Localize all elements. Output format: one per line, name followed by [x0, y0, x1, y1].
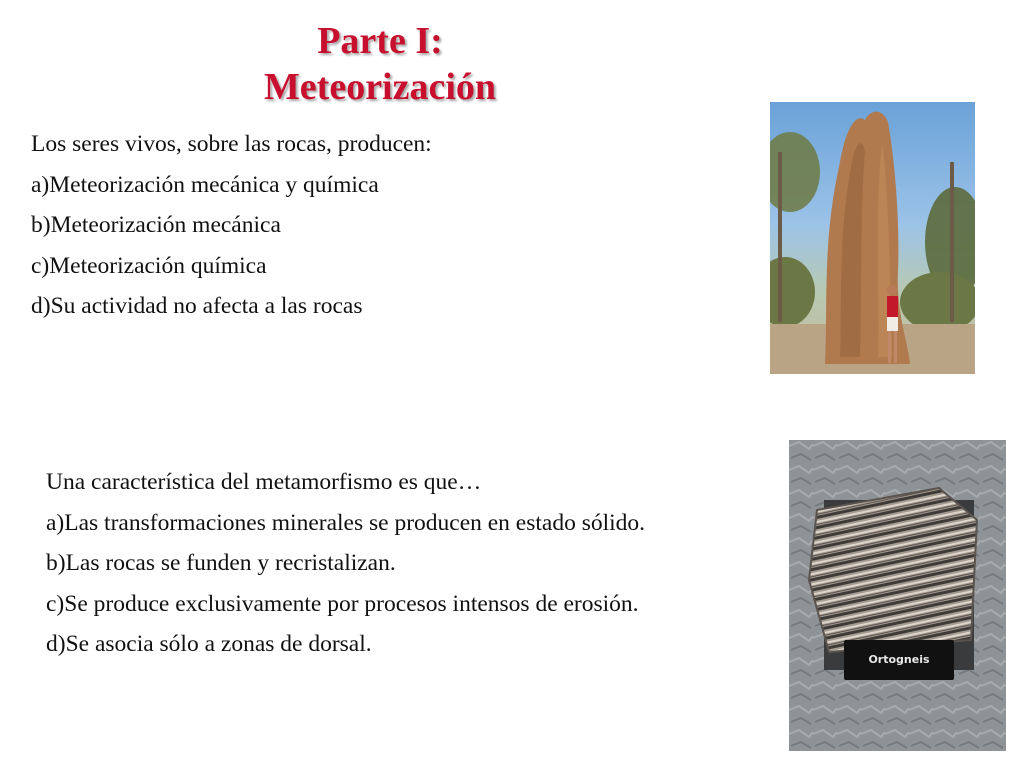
- question-1-option-a: a)Meteorización mecánica y química: [31, 171, 379, 198]
- question-1-prompt: Los seres vivos, sobre las rocas, producen:: [31, 131, 432, 157]
- question-2: [46, 462, 645, 665]
- slide-title-line-1: Parte I:: [317, 20, 443, 62]
- question-1-option-d: d)Su actividad no afecta a las rocas: [31, 293, 363, 319]
- question-1-option-c: c)Meteorización química: [31, 252, 267, 279]
- rock-label-text: Ortogneis: [868, 653, 930, 666]
- question-2-prompt: Una característica del metamorfismo es que…: [46, 469, 482, 495]
- question-2-option-d: d)Se asocia sólo a zonas de dorsal.: [46, 631, 372, 657]
- question-1-option-b: b)Meteorización mecánica: [31, 212, 281, 238]
- orthogneiss-rock-photo: [789, 440, 1006, 751]
- question-1: [31, 124, 432, 327]
- slide-title-line-2: Meteorización: [263, 66, 497, 108]
- question-2-option-b: b)Las rocas se funden y recristalizan.: [46, 550, 396, 576]
- question-2-option-a: a)Las transformaciones minerales se producen en estado sólido.: [46, 509, 646, 536]
- termite-mound-photo: [770, 102, 975, 374]
- question-2-option-c: c)Se produce exclusivamente por procesos intensos de erosión.: [46, 590, 639, 617]
